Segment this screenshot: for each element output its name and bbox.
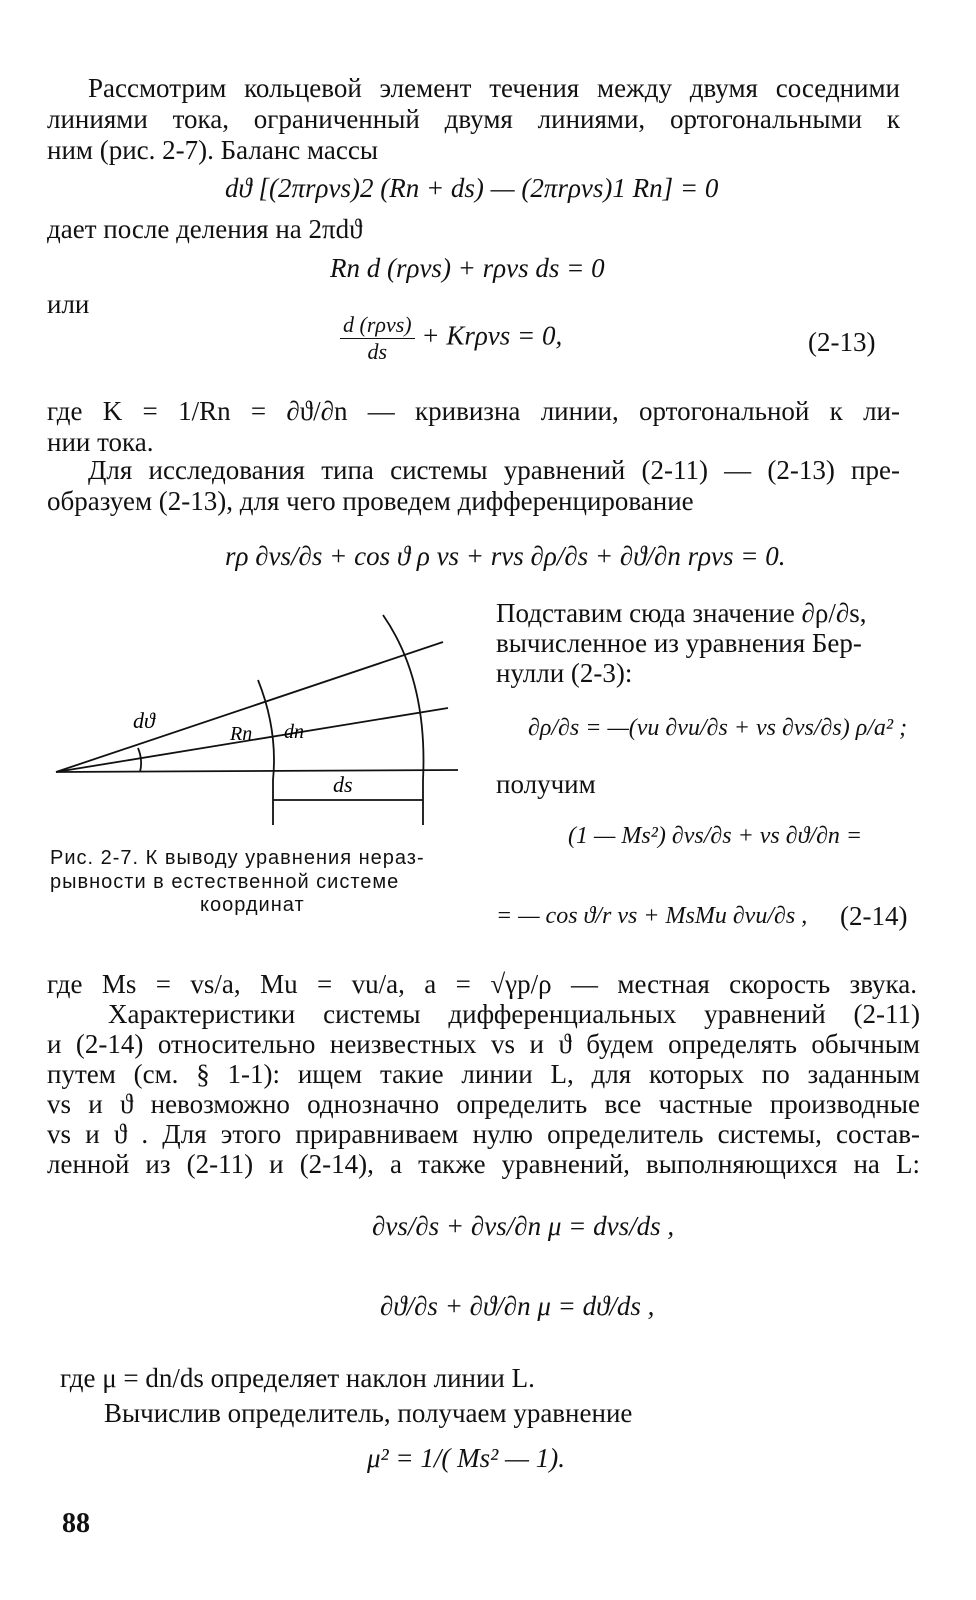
obtain-word: получим	[496, 769, 596, 799]
figure-2-7	[48, 600, 478, 840]
para3-line-2: и (2-14) относительно неизвестных vs и ϑ будем определять обычным	[47, 1029, 920, 1059]
equation-rest: + Krρvs = 0,	[421, 320, 563, 351]
label-rn: Rn	[230, 723, 253, 745]
fraction	[340, 312, 415, 365]
right-col-line-3: нулли (2-3):	[496, 658, 633, 688]
para3-line-4: vs и ϑ невозможно однозначно определить все частные производные	[47, 1089, 920, 1119]
equation-2-13	[340, 312, 562, 376]
para3-line-6: ленной из (2-11) и (2-14), а также уравнений, выполняющихся на L:	[47, 1149, 920, 1179]
label-dn: dn	[284, 721, 304, 743]
angle-arc	[138, 748, 141, 772]
equation-differentiation: rρ ∂vs/∂s + cos ϑ ρ vs + rvs ∂ρ/∂s + ∂ϑ/∂n rρvs = 0.	[225, 541, 786, 571]
equation-characteristic-2: ∂ϑ/∂s + ∂ϑ/∂n μ = dϑ/ds ,	[380, 1291, 655, 1321]
equation-mass-balance: dϑ [(2πrρvs)2 (Rn + ds) — (2πrρvs)1 Rn] = 0	[225, 173, 719, 203]
para3-line-1: Характеристики системы дифференциальных уравнений (2-11)	[108, 999, 920, 1029]
after-division-text: дает после деления на 2πdϑ	[47, 214, 363, 244]
curvature-line-2: нии тока.	[47, 427, 154, 457]
mu-definition: где μ = dn/ds определяет наклон линии L.	[60, 1363, 535, 1393]
compute-determinant: Вычислив определитель, получаем уравнение	[104, 1398, 633, 1428]
equation-bernoulli: ∂ρ/∂s = —(vu ∂vu/∂s + vs ∂vs/∂s) ρ/a² ;	[528, 715, 908, 741]
para2-line-2: образуем (2-13), для чего проведем дифференцирование	[47, 486, 694, 516]
para3-line-5: vs и ϑ . Для этого приравниваем нулю определитель системы, состав-	[47, 1119, 920, 1149]
equation-characteristic-1: ∂vs/∂s + ∂vs/∂n μ = dvs/ds ,	[372, 1211, 675, 1241]
equation-mu: μ² = 1/( Ms² — 1).	[367, 1443, 565, 1473]
equation-2-14-line-2: = — cos ϑ/r vs + MsMu ∂vu/∂s ,	[496, 903, 808, 929]
mach-line: где Ms = vs/a, Mu = vu/a, a = √γp/ρ — местная скорость звука.	[47, 969, 917, 999]
para3-line-3: путем (см. § 1-1): ищем такие линии L, для которых по заданным	[47, 1059, 920, 1089]
figure-caption-line-1: Рис. 2-7. К выводу уравнения нераз-	[50, 847, 425, 869]
para1-line-1: Рассмотрим кольцевой элемент течения между двумя соседними	[88, 73, 900, 103]
or-word: или	[47, 289, 90, 319]
right-col-line-2: вычисленное из уравнения Бер-	[496, 628, 862, 658]
para1-line-2: линиями тока, ограниченный двумя линиями, ортогональными к	[47, 104, 900, 134]
para2-line-1: Для исследования типа системы уравнений (2-11) — (2-13) пре-	[88, 455, 900, 485]
fraction-denominator: ds	[367, 339, 388, 364]
equation-label-2-14: (2-14)	[840, 901, 908, 931]
equation-rn: Rn d (rρvs) + rρvs ds = 0	[330, 253, 605, 283]
equation-2-14-line-1: (1 — Ms²) ∂vs/∂s + vs ∂ϑ/∂n =	[568, 823, 863, 849]
para1-line-3: ним (рис. 2-7). Баланс массы	[47, 135, 379, 165]
orthogonal-line-right	[383, 615, 424, 825]
streamline-lower	[56, 770, 458, 772]
figure-caption-line-3: координат	[200, 894, 305, 916]
orthogonal-line-left	[258, 680, 274, 825]
streamline-upper	[56, 642, 443, 772]
label-dtheta: dϑ	[133, 708, 155, 733]
right-col-line-1: Подставим сюда значение ∂ρ/∂s,	[496, 598, 867, 628]
equation-label-2-13: (2-13)	[808, 327, 876, 357]
fraction-numerator: d (rρvs)	[340, 312, 415, 339]
curvature-line-1: где K = 1/Rn = ∂ϑ/∂n — кривизна линии, ортогональной к ли-	[47, 396, 900, 426]
figure-caption-line-2: рывности в естественной системе	[50, 871, 400, 893]
page-number: 88	[62, 1508, 90, 1539]
label-ds: ds	[333, 772, 353, 797]
